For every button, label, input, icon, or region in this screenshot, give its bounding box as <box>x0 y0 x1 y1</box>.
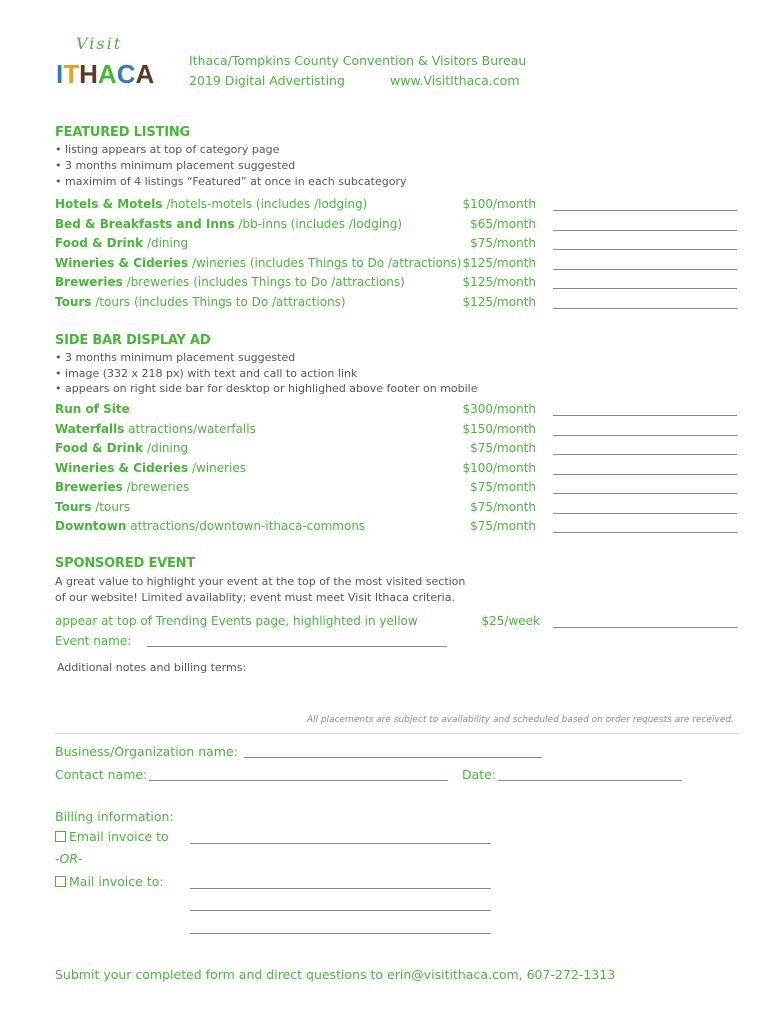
row-path: /wineries (includes Things to Do /attractions) <box>188 255 462 270</box>
order-line[interactable] <box>553 415 737 416</box>
sidebar-bullet: • 3 months minimum placement suggested <box>55 351 296 364</box>
row-category: Food & Drink <box>55 236 144 250</box>
notes-label: Additional notes and billing terms: <box>57 661 247 674</box>
mail-checkbox[interactable] <box>55 876 66 887</box>
row-price: $100/month <box>462 197 536 211</box>
row-category: Tours <box>55 499 92 514</box>
row-path: /wineries <box>188 460 247 475</box>
order-line[interactable] <box>553 474 737 475</box>
row-path: /bb-inns (includes /lodging) <box>234 216 403 231</box>
org-name: Ithaca/Tompkins County Convention & Visitors Bureau <box>189 53 527 68</box>
row-category: Wineries & Cideries <box>55 255 189 270</box>
row-path: /breweries (includes Things to Do /attractions) <box>122 275 405 289</box>
featured-bullet: • 3 months minimum placement suggested <box>55 159 296 172</box>
row-category: Tours <box>55 294 92 309</box>
order-line[interactable] <box>553 269 737 270</box>
billing-label: Billing information: <box>55 809 174 824</box>
row-path: /tours (includes Things to Do /attractions) <box>91 294 346 309</box>
sponsored-order-line[interactable] <box>553 627 737 628</box>
order-line[interactable] <box>553 513 737 514</box>
business-label: Business/Organization name: <box>55 744 238 759</box>
email-field[interactable] <box>190 843 491 844</box>
row-price: $125/month <box>462 255 536 270</box>
sponsored-desc: A great value to highlight your event at the top of the most visited section <box>55 575 466 588</box>
row-category: Downtown <box>55 519 127 533</box>
row-category: Breweries <box>55 275 123 289</box>
featured-row <box>55 275 405 289</box>
order-line[interactable] <box>553 288 737 289</box>
featured-row <box>55 217 402 231</box>
doc-subtitle: 2019 Digital Advertisting <box>189 73 345 88</box>
logo-letter: C <box>116 59 136 89</box>
logo-ithaca <box>56 58 154 90</box>
or-text: -OR- <box>55 851 83 866</box>
order-line[interactable] <box>553 454 737 455</box>
row-category: Breweries <box>55 480 123 494</box>
row-price: $65/month <box>470 216 536 231</box>
row-price: $75/month <box>470 480 536 494</box>
sidebar-row <box>55 402 130 416</box>
sidebar-row <box>55 422 256 436</box>
featured-bullet: • maximim of 4 listings “Featured” at once in each subcategory <box>55 175 407 188</box>
event-name-field[interactable] <box>147 646 447 647</box>
row-price: $75/month <box>470 499 536 514</box>
row-category: Waterfalls <box>55 421 125 436</box>
email-checkbox[interactable] <box>55 831 66 842</box>
divider <box>55 733 740 734</box>
mail-address-field[interactable] <box>190 888 491 889</box>
featured-bullet: • listing appears at top of category page <box>55 143 280 156</box>
row-price: $125/month <box>462 294 536 309</box>
mail-invoice-label: Mail invoice to: <box>69 874 164 889</box>
row-category: Wineries & Cideries <box>55 460 189 475</box>
order-line[interactable] <box>553 210 737 211</box>
date-field[interactable] <box>498 780 682 781</box>
sidebar-bullet: • image (332 x 218 px) with text and call to action link <box>55 367 358 380</box>
order-line[interactable] <box>553 230 737 231</box>
sidebar-row <box>55 519 365 533</box>
featured-row <box>55 197 367 211</box>
row-path: /hotels-motels (includes /lodging) <box>162 197 368 211</box>
order-line[interactable] <box>553 435 737 436</box>
row-price: $75/month <box>470 441 536 455</box>
sidebar-bullet: • appears on right side bar for desktop or highlighed above footer on mobile <box>55 382 478 395</box>
contact-field[interactable] <box>149 780 448 781</box>
order-line[interactable] <box>553 532 737 533</box>
sidebar-row <box>55 441 188 455</box>
mail-address-field[interactable] <box>190 933 491 934</box>
row-price: $300/month <box>462 402 536 416</box>
row-category: Hotels & Motels <box>55 197 163 211</box>
sponsored-title: SPONSORED EVENT <box>55 556 196 571</box>
sidebar-row <box>55 500 130 514</box>
event-name-label: Event name: <box>55 634 132 648</box>
contact-label: Contact name: <box>55 767 148 782</box>
sponsored-item: appear at top of Trending Events page, highlighted in yellow <box>55 614 418 628</box>
row-path: /breweries <box>122 480 190 494</box>
row-category: Bed & Breakfasts and Inns <box>55 216 235 231</box>
featured-title: FEATURED LISTING <box>55 125 190 140</box>
order-line[interactable] <box>553 249 737 250</box>
sponsored-desc: of our website! Limited availablity; event must meet Visit Ithaca criteria. <box>55 591 455 604</box>
row-path: attractions/waterfalls <box>124 421 256 436</box>
logo-letter: I <box>56 59 64 89</box>
sponsored-price: $25/week <box>481 614 540 628</box>
featured-row <box>55 256 462 270</box>
row-price: $125/month <box>462 275 536 289</box>
logo-visit-text: Visit <box>76 34 123 53</box>
logo-letter: H <box>79 59 98 89</box>
disclaimer: All placements are subject to availability and scheduled based on order requests are received. <box>306 715 734 725</box>
featured-row <box>55 236 188 250</box>
row-path: /dining <box>143 441 189 455</box>
sidebar-row <box>55 461 246 475</box>
business-field[interactable] <box>244 757 542 758</box>
website-link[interactable]: www.VisitIthaca.com <box>390 73 520 88</box>
sidebar-row <box>55 480 189 494</box>
footer-instructions: Submit your completed form and direct questions to erin@visitithaca.com, 607-272-1313 <box>55 967 616 982</box>
row-category: Food & Drink <box>55 441 144 455</box>
row-category: Run of Site <box>55 402 130 416</box>
email-invoice-label: Email invoice to <box>69 829 169 844</box>
featured-row <box>55 295 346 309</box>
row-price: $75/month <box>470 236 536 250</box>
mail-address-field[interactable] <box>190 910 491 911</box>
logo-letter: T <box>63 59 80 89</box>
order-line[interactable] <box>553 493 737 494</box>
row-path: /tours <box>91 499 131 514</box>
row-price: $100/month <box>462 460 536 475</box>
mail-invoice-option[interactable] <box>55 874 164 889</box>
date-label: Date: <box>462 767 497 782</box>
logo-letter: A <box>135 59 155 89</box>
order-line[interactable] <box>553 308 737 309</box>
sidebar-title: SIDE BAR DISPLAY AD <box>55 333 211 348</box>
row-price: $150/month <box>462 421 536 436</box>
row-price: $75/month <box>470 519 536 533</box>
email-invoice-option[interactable] <box>55 829 169 844</box>
logo-letter: A <box>97 59 117 89</box>
row-path: attractions/downtown-ithaca-commons <box>126 519 366 533</box>
row-path: /dining <box>143 236 189 250</box>
